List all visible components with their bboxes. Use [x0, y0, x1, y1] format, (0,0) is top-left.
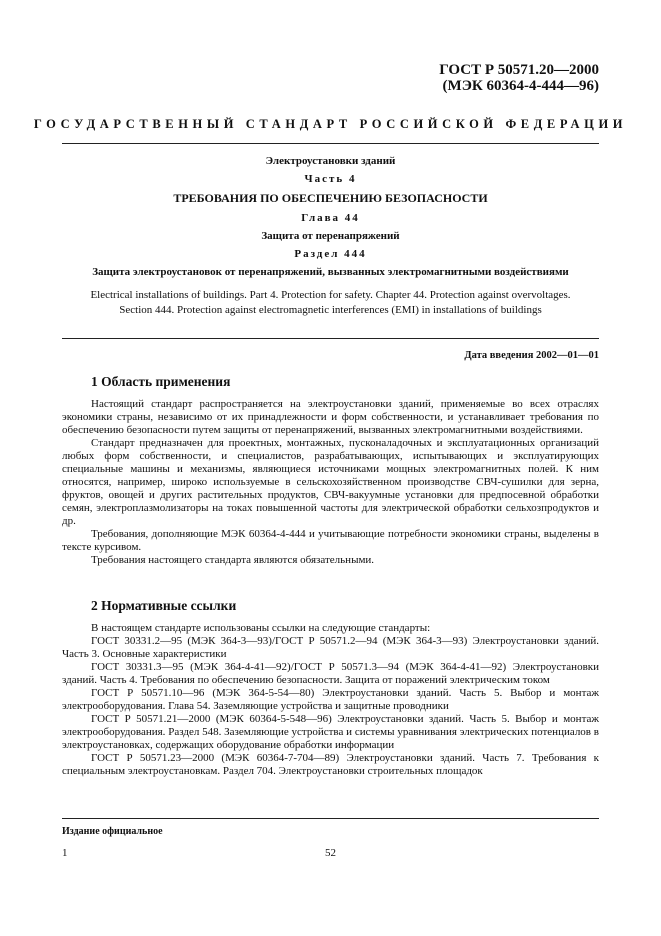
- state-standard-heading: ГОСУДАРСТВЕННЫЙ СТАНДАРТ РОССИЙСКОЙ ФЕДЕРАЦИИ: [33, 117, 628, 131]
- page-number-center: 52: [325, 847, 336, 859]
- english-title-line: Section 444. Protection against electromagnetic interferences (EMI) in installations of buildings: [119, 304, 542, 316]
- paragraph: Требования, дополняющие МЭК 60364-4-444 и учитывающие потребности экономики страны, выделены в тексте курсивом.: [62, 528, 599, 553]
- title-block: [40, 155, 621, 318]
- part-label: Часть 4: [304, 173, 357, 185]
- top-divider: [62, 143, 599, 144]
- page-number-left: 1: [62, 847, 68, 859]
- reference-entry: ГОСТ Р 50571.10—96 (МЭК 364-5-54—80) Электроустановки зданий. Часть 5. Выбор и монтаж электрооборудования. Глава 54. Заземляющие устройства и защитные проводники: [62, 687, 599, 712]
- standard-number: ГОСТ Р 50571.20—2000: [439, 62, 599, 78]
- section-label: Раздел 444: [294, 248, 367, 260]
- english-title: [40, 288, 621, 318]
- reference-entry: ГОСТ 30331.3—95 (МЭК 364-4-41—92)/ГОСТ Р 50571.3—94 (МЭК 364-4-41—92) Электроустановки зданий. Часть 4. Требования по обеспечению безопасности. Защита от поражений электрическим током: [62, 661, 599, 686]
- standard-designation: [439, 62, 599, 94]
- section-scope: [62, 374, 599, 567]
- section-heading: 1 Область применения: [91, 374, 231, 389]
- footer-divider: [62, 818, 599, 819]
- title-line: Электроустановки зданий: [265, 155, 396, 167]
- intro-date: Дата введения 2002—01—01: [464, 350, 599, 361]
- paragraph: Стандарт предназначен для проектных, монтажных, пусконаладочных и эксплуатационных организаций любых форм собственности, и специалистов, разрабатывающих, испытывающих и эксплуатирующих специальные машины и механизмы, являющиеся источниками мощных электромагнитных полей. К ним относятся, например, широко используемые в сельскохозяйственном производстве СВЧ-сушилки для зерна, фруктов, овощей и других растительных продуктов, СВЧ-вакуумные установки для предпосевной обработки семян, электроплазмолизаторы на токах повышенной частоты для электрической обработки сельхозпродуктов и др.: [62, 437, 599, 527]
- iec-number: (МЭК 60364-4-444—96): [442, 78, 599, 94]
- english-title-line: Electrical installations of buildings. Part 4. Protection for safety. Chapter 44. Protection against overvoltages.: [90, 289, 571, 301]
- section-title: Защита электроустановок от перенапряжений, вызванных электромагнитными воздействиями: [92, 266, 569, 278]
- reference-entry: ГОСТ 30331.2—95 (МЭК 364-3—93)/ГОСТ Р 50571.2—94 (МЭК 364-3—93) Электроустановки зданий. Часть 3. Основные характеристики: [62, 635, 599, 660]
- chapter-title: Защита от перенапряжений: [261, 230, 400, 242]
- paragraph: В настоящем стандарте использованы ссылки на следующие стандарты:: [91, 622, 431, 634]
- paragraph: Настоящий стандарт распространяется на электроустановки зданий, применяемые во всех отраслях экономики страны, независимо от их принадлежности и форм собственности, и устанавливает требования по обеспечению безопасности путем защиты от перенапряжений, вызванных электромагнитными воздействиями.: [62, 398, 599, 436]
- part-title: ТРЕБОВАНИЯ ПО ОБЕСПЕЧЕНИЮ БЕЗОПАСНОСТИ: [173, 191, 488, 205]
- reference-entry: ГОСТ Р 50571.23—2000 (МЭК 60364-7-704—89) Электроустановки зданий. Часть 7. Требования к специальным электроустановкам. Раздел 704. Электроустановки строительных площадок: [62, 752, 599, 777]
- chapter-label: Глава 44: [301, 212, 360, 224]
- edition-label: Издание официальное: [62, 826, 163, 837]
- title-divider: [62, 338, 599, 339]
- paragraph: Требования настоящего стандарта являются обязательными.: [91, 554, 375, 566]
- section-references: [62, 598, 599, 778]
- reference-entry: ГОСТ Р 50571.21—2000 (МЭК 60364-5-548—96) Электроустановки зданий. Часть 5. Выбор и монтаж электрооборудования. Раздел 548. Заземляющие устройства и системы уравнивания электрических потенциалов в электроустановках, содержащих оборудование обработки информации: [62, 713, 599, 751]
- section-heading: 2 Нормативные ссылки: [91, 598, 237, 613]
